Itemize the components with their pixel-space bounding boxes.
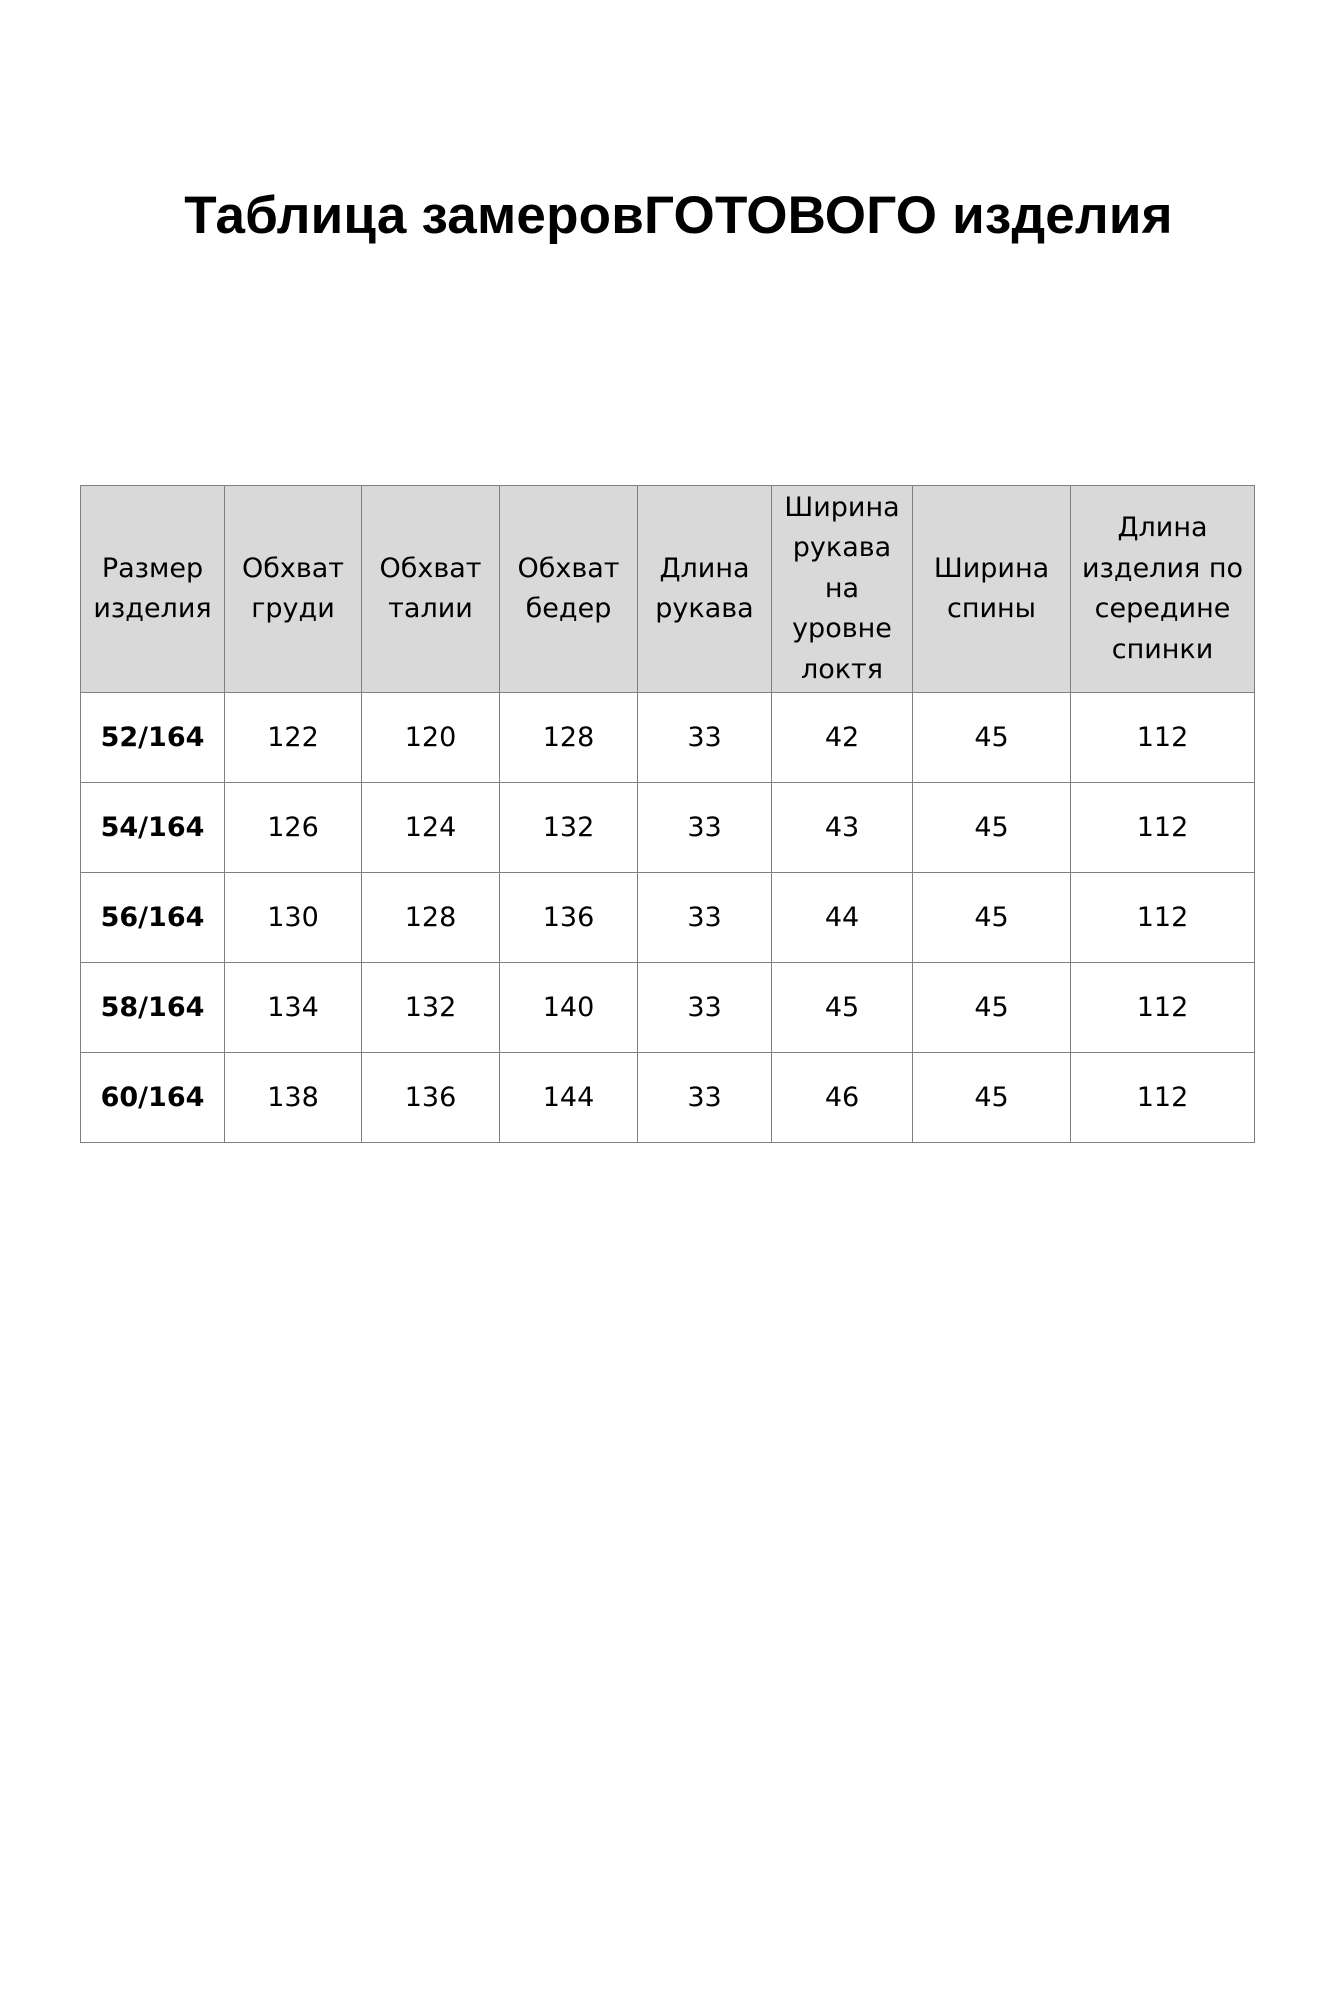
table-cell: 112 — [1071, 963, 1255, 1053]
size-measurements-table — [80, 485, 1255, 1143]
table-header-row — [81, 486, 1255, 693]
header-chest-girth: Обхват груди — [225, 486, 362, 693]
table-cell: 33 — [638, 873, 772, 963]
table-row — [81, 873, 1255, 963]
table-cell: 45 — [913, 783, 1071, 873]
table-cell: 132 — [500, 783, 638, 873]
table-cell: 144 — [500, 1053, 638, 1143]
table-cell: 122 — [225, 693, 362, 783]
table-cell: 43 — [772, 783, 913, 873]
table-cell: 124 — [362, 783, 500, 873]
table-cell: 112 — [1071, 783, 1255, 873]
header-back-width: Ширина спины — [913, 486, 1071, 693]
size-cell: 52/164 — [81, 693, 225, 783]
table-cell: 33 — [638, 1053, 772, 1143]
page-title: Таблица замеровГОТОВОГО изделия — [184, 186, 1173, 245]
header-hip-girth: Обхват бедер — [500, 486, 638, 693]
header-waist-girth: Обхват талии — [362, 486, 500, 693]
table-cell: 136 — [362, 1053, 500, 1143]
table-cell: 33 — [638, 783, 772, 873]
table-cell: 33 — [638, 693, 772, 783]
size-cell: 60/164 — [81, 1053, 225, 1143]
table-cell: 112 — [1071, 693, 1255, 783]
table-cell: 136 — [500, 873, 638, 963]
table-cell: 130 — [225, 873, 362, 963]
table-cell: 140 — [500, 963, 638, 1053]
table-row — [81, 783, 1255, 873]
table-cell: 128 — [362, 873, 500, 963]
table-cell: 132 — [362, 963, 500, 1053]
table-cell: 45 — [772, 963, 913, 1053]
header-sleeve-length: Длина рукава — [638, 486, 772, 693]
table-cell: 120 — [362, 693, 500, 783]
size-cell: 56/164 — [81, 873, 225, 963]
table-row — [81, 693, 1255, 783]
table-cell: 138 — [225, 1053, 362, 1143]
header-sleeve-width-elbow: Ширина рукава на уровне локтя — [772, 486, 913, 693]
table-cell: 112 — [1071, 873, 1255, 963]
size-cell: 54/164 — [81, 783, 225, 873]
header-garment-length: Длина изделия по середине спинки — [1071, 486, 1255, 693]
table-cell: 45 — [913, 873, 1071, 963]
table-cell: 45 — [913, 1053, 1071, 1143]
table-cell: 46 — [772, 1053, 913, 1143]
table-cell: 45 — [913, 963, 1071, 1053]
table-cell: 45 — [913, 693, 1071, 783]
size-cell: 58/164 — [81, 963, 225, 1053]
header-size: Размер изделия — [81, 486, 225, 693]
table-cell: 134 — [225, 963, 362, 1053]
table-row — [81, 1053, 1255, 1143]
table-cell: 112 — [1071, 1053, 1255, 1143]
table-cell: 44 — [772, 873, 913, 963]
table-cell: 126 — [225, 783, 362, 873]
table-cell: 42 — [772, 693, 913, 783]
table-row — [81, 963, 1255, 1053]
table-cell: 128 — [500, 693, 638, 783]
table-cell: 33 — [638, 963, 772, 1053]
